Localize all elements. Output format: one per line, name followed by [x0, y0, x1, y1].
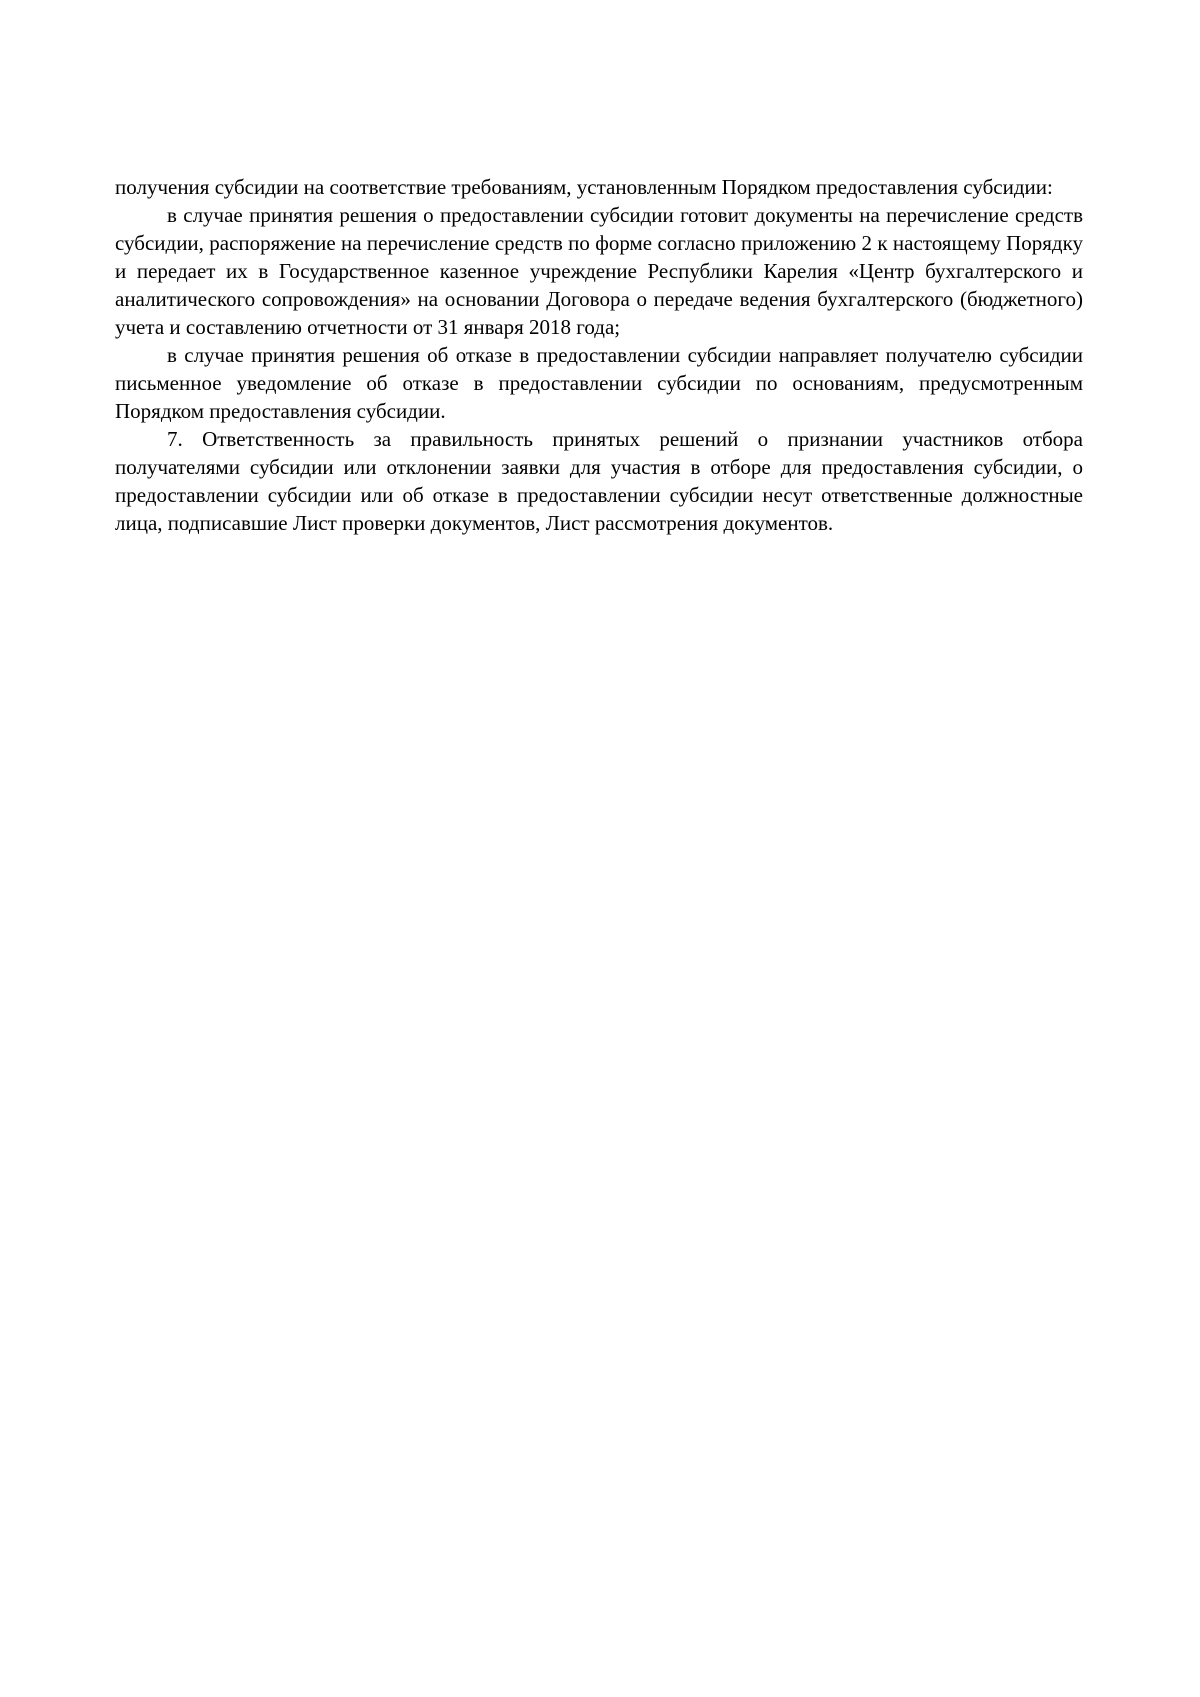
paragraph-continuation: получения субсидии на соответствие требованиям, установленным Порядком предоставления субсидии:	[115, 175, 1053, 199]
paragraph-subsidy-granted: в случае принятия решения о предоставлении субсидии готовит документы на перечисление средств субсидии, распоряжение на перечисление средств по форме согласно приложению 2 к настоящему Порядку и передает их в Государственное казенное учреждение Республики Карелия «Центр бухгалтерского и аналитического сопровождения» на основании Договора о передаче ведения бухгалтерского (бюджетного) учета и составлению отчетности от 31 января 2018 года;	[115, 203, 1083, 339]
paragraph-subsidy-refused: в случае принятия решения об отказе в предоставлении субсидии направляет получателю субсидии письменное уведомление об отказе в предоставлении субсидии по основаниям, предусмотренным Порядком предоставления субсидии.	[115, 343, 1083, 423]
paragraph-item-7-responsibility: 7. Ответственность за правильность принятых решений о признании участников отбора получателями субсидии или отклонении заявки для участия в отборе для предоставления субсидии, о предоставлении субсидии или об отказе в предоставлении субсидии несут ответственные должностные лица, подписавшие Лист проверки документов, Лист рассмотрения документов.	[115, 427, 1083, 535]
document-body	[115, 173, 1083, 537]
